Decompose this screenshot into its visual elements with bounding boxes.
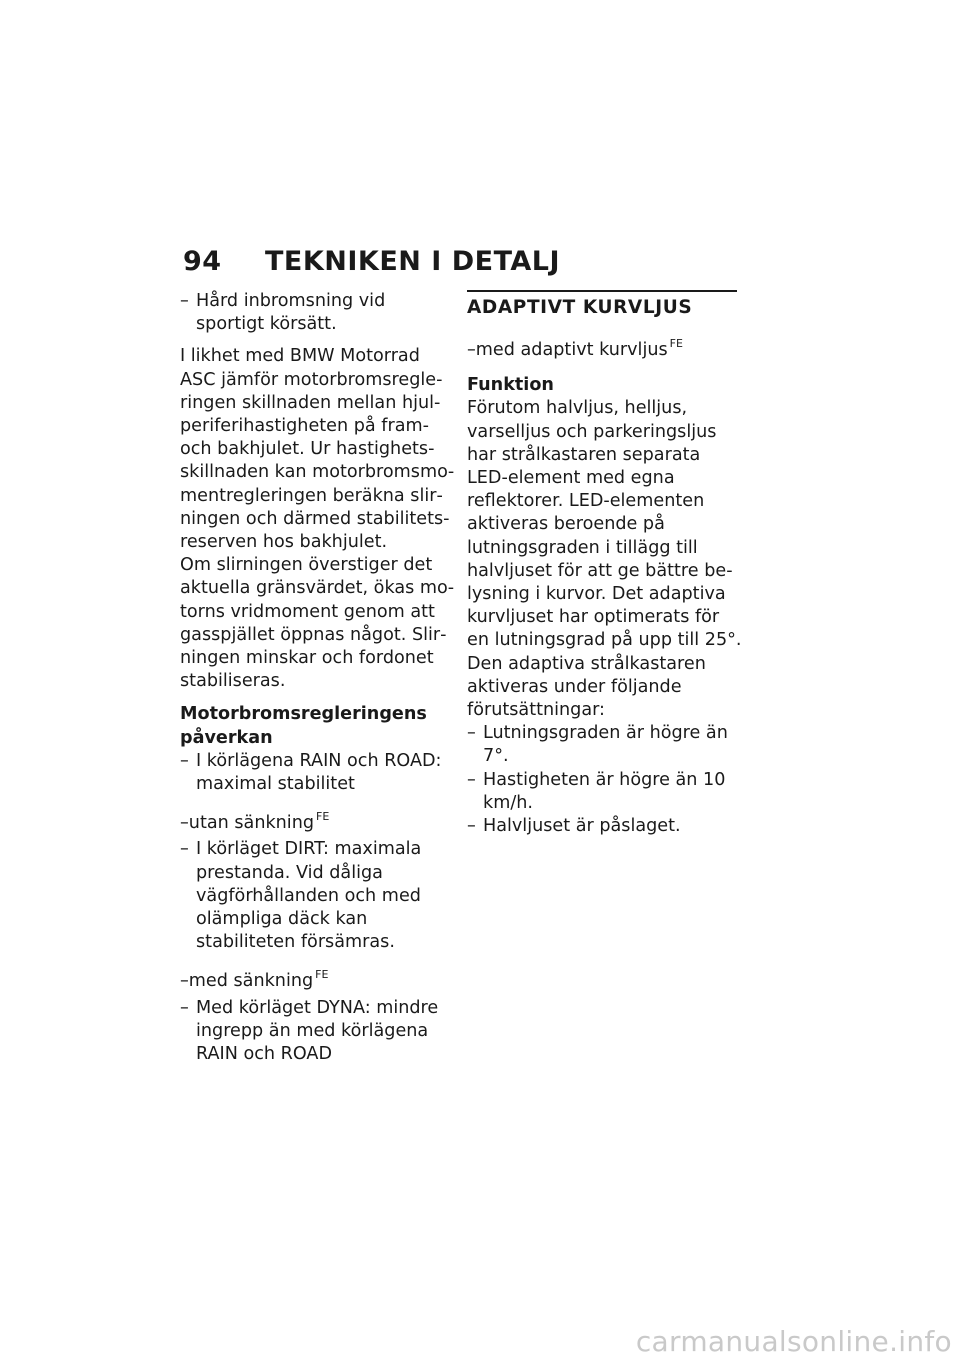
paragraph: Om slirningen överstiger det aktuella gränsvärdet, ökas motorns vridmoment genom att gasspjället öppnas något. Slirningen minskar och fordonet stabiliseras.: [180, 555, 455, 692]
list-item: [180, 750, 455, 796]
list-item-text: Med körläget DYNA: mindre ingrepp än med körlägena RAIN och ROAD: [196, 997, 439, 1065]
list-item: [467, 769, 742, 815]
list-item-text: med sänkning: [188, 971, 314, 992]
list-item: [467, 332, 742, 362]
bullet-dash: –: [467, 340, 476, 360]
watermark: carmanualsonline.info: [635, 1325, 952, 1358]
bullet-dash: –: [467, 816, 476, 837]
bullet-dash: –: [180, 813, 189, 834]
fe-footnote-marker: FE: [315, 968, 329, 982]
fe-footnote-marker: FE: [669, 337, 683, 350]
bullet-dash: –: [180, 997, 189, 1018]
bullet-dash: –: [467, 769, 476, 790]
list-item-text: Halvljuset är påslaget.: [483, 816, 681, 837]
page-title: TEKNIKEN I DETALJ: [265, 246, 561, 277]
list-item-text: utan sänkning: [188, 813, 315, 834]
bullet-dash: –: [180, 291, 189, 311]
page-header: [183, 246, 560, 280]
bullet-dash: –: [180, 750, 189, 771]
list-item: [180, 805, 455, 835]
subheading: Funktion: [467, 375, 554, 396]
list-item-text: Lutningsgraden är högre än 7°.: [483, 723, 728, 767]
bullet-dash: –: [180, 839, 189, 860]
fe-footnote-marker: FE: [316, 810, 330, 824]
left-column: [180, 290, 455, 1075]
list-item: [180, 290, 455, 336]
right-column: [467, 290, 742, 847]
page-number: 94: [183, 246, 222, 277]
list-item-text: Hastigheten är högre än 10 km/h.: [483, 769, 726, 813]
paragraph: I likhet med BMW Motorrad ASC jämför motorbromsregleringen skillnaden mellan hjulperiferihastigheten på fram- och bakhjulet. Ur hastighetsskillnaden kan motorbromsmomentregleringen beräkna slirningen och därmed stabilitetsreserven hos bakhjulet.: [180, 346, 455, 553]
list-item: [180, 963, 455, 993]
list-item-text: I körlägena RAIN och ROAD: maximal stabilitet: [196, 750, 442, 795]
section-title: ADAPTIVT KURVLJUS: [467, 297, 693, 318]
paragraph: Den adaptiva strålkastaren aktiveras under följande förutsättningar:: [467, 653, 706, 721]
list-item: [467, 722, 742, 768]
list-item: [467, 815, 742, 838]
bullet-dash: –: [180, 971, 189, 992]
paragraph: Förutom halvljus, helljus, varselljus och parkeringsljus har strålkastaren separata LED-element med egna reflektorer. LED-elementen aktiveras beroende på lutningsgraden i tillägg till halvljuset för att ge bättre belysning i kurvor. Det adaptiva kurvljuset har optimerats för en lutningsgrad på upp till 25°.: [467, 398, 742, 651]
list-item-text: med adaptivt kurvljus: [475, 340, 668, 360]
list-item: [180, 838, 455, 954]
section-divider: [467, 290, 737, 292]
list-item-text: Hård inbromsning vid sportigt körsätt.: [196, 291, 386, 335]
list-item: [180, 997, 455, 1067]
subheading: Motorbromsregleringens påverkan: [180, 704, 427, 748]
bullet-dash: –: [467, 723, 476, 744]
list-item-text: I körläget DIRT: maximala prestanda. Vid dåliga vägförhållanden och med olämpliga däck kan stabiliteten försämras.: [196, 839, 422, 953]
